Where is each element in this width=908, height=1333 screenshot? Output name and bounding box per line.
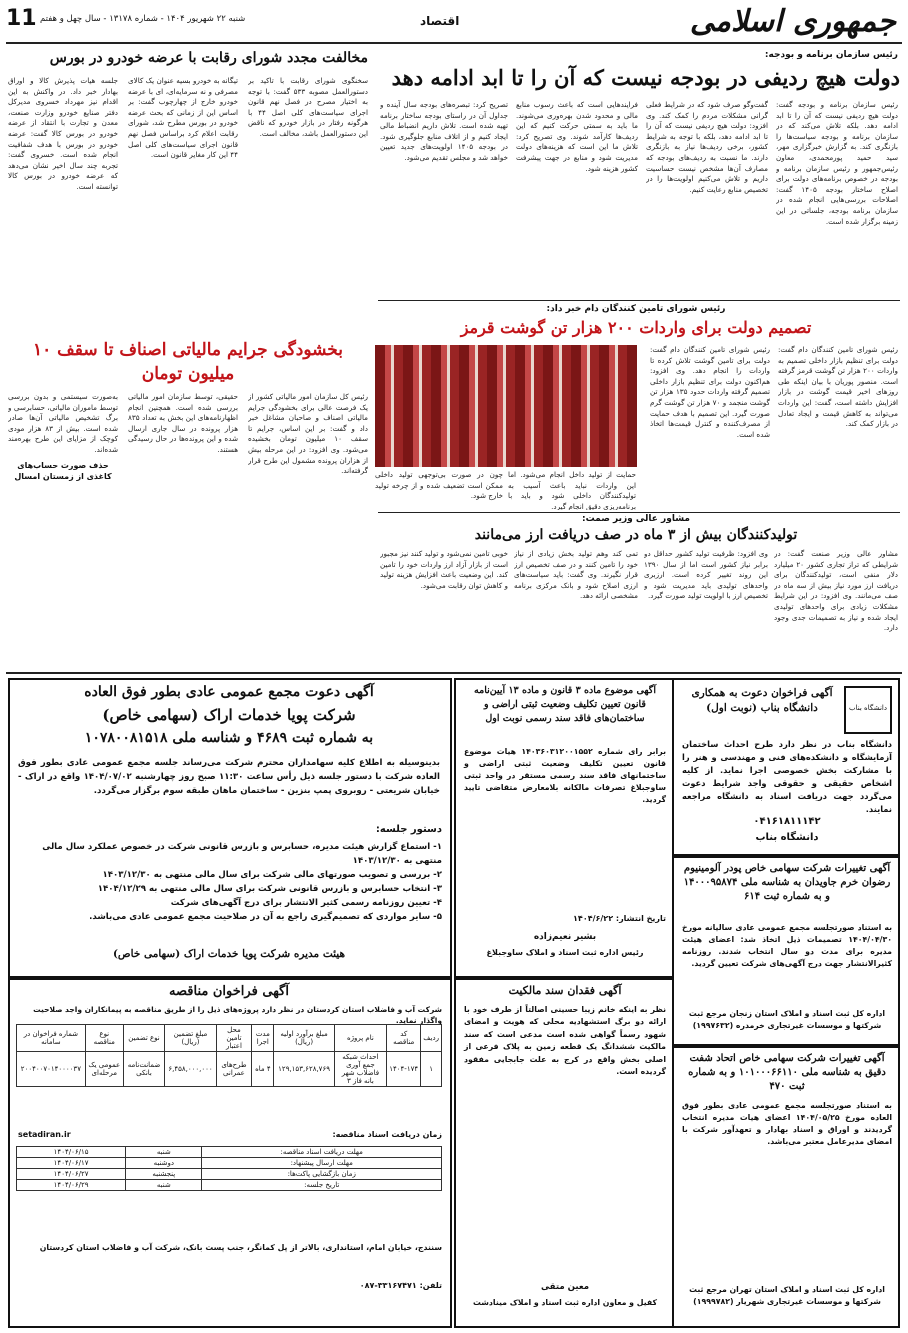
table-cell: شنبه bbox=[126, 1180, 202, 1191]
zanjan-ad-signature: اداره کل ثبت اسناد و املاک استان زنجان مرجع ثبت شرکتها و موسسات غیرتجاری خرمدره (۱۹۹۷۶۳۲) bbox=[688, 1009, 886, 1030]
tax-col-2: حقیقی، توسط سازمان امور مالیاتی بررسی شده است. همچنین انجام اظهارنامه‌های این بخش به تعداد ۸۳۵ هزار پرونده در سال جاری ارسال شده و این پرونده‌ها در حال رسیدگی هستند. bbox=[128, 392, 238, 454]
tender-portal: setadiran.ir bbox=[18, 1130, 71, 1139]
pooya-ad-intro: بدینوسیله به اطلاع کلیه سهامداران محترم شرکت می‌رساند جلسه مجمع عمومی عادی بطور فوق العاده شرکت با دستور جلسه ذیل رأس ساعت ۱۱:۳۰ صبح روز چهارشنبه ۱۴۰۴/۰۷/۰۲ واقع در اراک - خیابان شریعتی - روبروی پمپ بنزین - ساختمان ماهان طبقه سوم برگزار می‌گردد. bbox=[18, 758, 440, 796]
meat-col-4: چون در صورت بی‌توجهی تولید داخلی ممکن است تضعیف شده و از چرخه تولید خارج شود. bbox=[375, 470, 503, 501]
minister-col-4: خوبی تامین نمی‌شود و تولید کنند نیز مجبور است از بازار آزاد ارز واردات خود را تامین کند. این وضعیت باعث افزایش هزینه تولید و کاهش توان رقابت می‌شود. bbox=[380, 549, 508, 590]
table-cell: مهلت دریافت اسناد مناقصه: bbox=[202, 1147, 442, 1158]
tender-ad-title: آگهی فراخوان مناقصه bbox=[169, 984, 289, 999]
table-row bbox=[17, 1052, 442, 1087]
university-ad-phone: ۰۴۱۶۱۸۱۱۱۴۲ bbox=[753, 816, 821, 827]
section-name: اقتصاد bbox=[420, 14, 460, 28]
table-cell: ۱۲۹,۱۵۳,۶۲۸,۷۶۹ bbox=[274, 1052, 334, 1087]
table-header: مبلغ تضمین (ریال) bbox=[165, 1025, 216, 1052]
tender-table bbox=[16, 1024, 442, 1087]
tender-phone: تلفن: ۳۳۱۶۷۴۷۱-۰۸۷ bbox=[359, 1281, 442, 1290]
table-cell: مهلت ارسال پیشنهاد: bbox=[202, 1158, 442, 1169]
lost-deed-ad-signer: معین متقی bbox=[540, 1282, 590, 1292]
tax-subhead: حذف صورت حساب‌های کاغذی از زمستان امسال bbox=[14, 461, 112, 481]
tax-col-3: به‌صورت سیستمی و بدون بررسی توسط ماموران مالیاتی، حسابرسی و برگ تشخیص مالیاتی آن‌ها صادر شده است. بیش از ۸۳ هزار مودی کوچک از مزایای این طرح بهره‌مند شده‌اند. bbox=[8, 392, 118, 454]
pooya-ad-agenda-label: دستور جلسه: bbox=[375, 824, 442, 835]
divider bbox=[378, 300, 900, 301]
table-header: نوع مناقصه bbox=[85, 1025, 123, 1052]
agenda-item: ۲- بررسی و تصویب صورتهای مالی شرکت برای سال مالی منتهی به ۱۴۰۳/۱۲/۳۰ bbox=[102, 870, 442, 880]
table-header: نام پروژه bbox=[334, 1025, 386, 1052]
budget-col-4: تصریح کرد: تبصره‌های بودجه سال آینده و جداول آن در راستای بودجه ساختار برنامه تهیه شده است. تلاش داریم انضباط مالی ایجاد کنیم و از اتلاف منابع جلوگیری شود. در بودجه ۱۴۰۵ اولویت‌های جدید تعیین خواهد شد و مجلس تقدیم می‌شود. bbox=[380, 100, 508, 162]
sharifabad-ad-title: آگهی تغییرات شرکت سهامی خاص اتحاد شفت دقیق به شناسه ملی ۱۰۱۰۰۰۶۶۱۱۰ و به شماره ثبت ۴۷۰ bbox=[688, 1053, 886, 1092]
competition-col-3: سخنگوی شورای رقابت با تاکید بر دستورالعمل مصوبه ۵۳۳ گفت: با توجه به اختیار مصرح در فصل نهم قانون اجرای سیاست‌های کلی اصل ۴۴ با هرگونه رفتار در بازار خودرو که ناقض این دستورالعمل باشد، مخالف است. bbox=[248, 76, 368, 138]
minister-col-2: وی افزود: ظرفیت تولید کشور حداقل دو برابر نیاز کشور است اما از سال ۱۳۹۰ این روند تغییر کرده است. ارزبری واحدهای تولیدی باید مدیریت شود و تخصیص ارز با اولویت تولید صورت گیرد. bbox=[644, 549, 768, 601]
table-cell: شنبه bbox=[126, 1147, 202, 1158]
minister-col-3: تمی کند وهم تولید بخش زیادی از نیاز خود را تامین کنند و در صف تخصیص ارز قرار نگیرند. وی گفت: باید سیاست‌های ارزی اصلاح شود و بانک مرکزی برنامه مشخصی ارائه دهد. bbox=[514, 549, 638, 601]
tax-col-1: رئیس کل سازمان امور مالیاتی کشور از یک فرصت عالی برای بخشودگی جرایم مالیاتی اصناف و صاحبان مشاغل خبر داد و گفت: بر این اساس، جرایم تا سقف ۱۰ میلیون تومان بخشیده می‌شود. وی افزود: در این مرحله بیش از هزاران پرونده مشمول این طرح قرار گرفته‌اند. bbox=[248, 392, 368, 476]
minister-col-1: مشاور عالی وزیر صنعت گفت: در شرایطی که تراز تجاری کشور ۲۰ میلیارد دلار منفی است، تولیدکنندگان برای دریافت ارز مورد نیاز بیش از سه ماه در صف می‌مانند. وی افزود: در این شرایط مشکلات زیادی برای واحدهای تولیدی ایجاد شده و نیاز به تصمیمات جدی وجود دارد. bbox=[774, 549, 898, 633]
newspaper-logo: جمهوری اسلامی bbox=[689, 4, 896, 39]
pooya-ad-signature: هیئت مدیره شرکت پویا خدمات اراک (سهامی خاص) bbox=[112, 948, 346, 960]
minister-title: تولیدکنندگان بیش از ۳ ماه در صف دریافت ارز می‌مانند bbox=[474, 527, 798, 543]
title-doc-ad-signer: بشیر نعیم‌زاده bbox=[533, 932, 597, 942]
table-header: مبلغ برآورد اولیه (ریال) bbox=[274, 1025, 334, 1052]
table-cell: ۴ ماه bbox=[252, 1052, 274, 1087]
table-cell: دوشنبه bbox=[126, 1158, 202, 1169]
tender-header-row bbox=[17, 1025, 442, 1052]
agenda-item: ۳- انتخاب حسابرس و بازرس قانونی شرکت برای سال مالی منتهی به ۱۴۰۴/۱۲/۲۹ bbox=[97, 884, 442, 894]
pooya-ad-reg: به شماره ثبت ۴۶۸۹ و شناسه ملی ۱۰۷۸۰۰۸۱۵۱۸ bbox=[84, 730, 374, 746]
title-doc-ad-signer-title: رئیس اداره ثبت اسناد و املاک ساوجبلاغ bbox=[486, 948, 644, 957]
meat-col-1: رئیس شورای تامین کنندگان دام گفت: دولت برای تنظیم بازار داخلی تصمیم به واردات ۲۰۰ هزار تن گوشت قرمز گرفته است. منصور پوریان با بیان اینکه طی روزهای اخیر قیمت گوشت در بازار افزایش داشته است، گفت: این واردات می‌تواند به کاهش قیمت و ایجاد تعادل در بازار کمک کند. bbox=[778, 345, 898, 429]
page-number: 11 bbox=[6, 6, 37, 31]
tax-title: بخشودگی جرایم مالیاتی اصناف تا سقف ۱۰ میلیون تومان bbox=[32, 340, 344, 384]
agenda-item: ۱- استماع گزارش هیئت مدیره، حسابرس و بازرس قانونی شرکت در خصوص عملکرد سال مالی منتهی به ۱۴۰۳/۱۲/۳۰ bbox=[42, 842, 442, 866]
minister-kicker: مشاور عالی وزیر صمت: bbox=[582, 514, 690, 524]
table-cell: زمان بازگشایی پاکت‌ها: bbox=[202, 1169, 442, 1180]
budget-kicker: رئیس سازمان برنامه و بودجه: bbox=[764, 50, 898, 60]
pooya-agenda-list bbox=[20, 840, 442, 924]
meat-col-2: رئیس شورای تامین کنندگان دام گفت: دولت برای تامین گوشت تلاش کرده تا واردات را انجام دهد. وی افزود: هم‌اکنون دولت برای تنظیم بازار داخلی تصمیم گرفته واردات حدود ۱۳۵ هزار تن گوشت منجمد و ۷۰ هزار تن گوشت گرم صورت گیرد. این تصمیم با هدف حمایت از مصرف‌کننده و کنترل قیمت‌ها اتخاذ شده است. bbox=[650, 345, 770, 439]
meat-col-3: حمایت از تولید داخل انجام می‌شود. اما این واردات نباید باعث آسیب به تولیدکنندگان داخلی شود و باید با برنامه‌ریزی دقیق انجام گیرد. bbox=[508, 470, 636, 510]
meat-kicker: رئیس شورای تامین کنندگان دام خبر داد: bbox=[546, 304, 726, 314]
table-row bbox=[17, 1180, 442, 1191]
university-ad-signature: دانشگاه بناب bbox=[755, 832, 819, 843]
table-cell: احداث شبکه جمع آوری فاضلاب شهر بانه فاز ۳ bbox=[334, 1052, 386, 1087]
pooya-ad-title: آگهی دعوت مجمع عمومی عادی بطور فوق العاده bbox=[84, 684, 374, 700]
table-cell: ۱۴۰۴/۰۶/۱۵ bbox=[17, 1147, 126, 1158]
table-cell: ضمانت‌نامه بانکی bbox=[123, 1052, 165, 1087]
university-ad-body: دانشگاه بناب در نظر دارد طرح احداث ساختمان آزمایشگاه و دانشکده‌های فنی و مهندسی و هنر را با مشارکت بخش خصوصی اجرا نماید. از کلیه اشخاص حقیقی و حقوقی واجد شرایط دعوت می‌گردد جهت دریافت اسناد به دانشگاه مراجعه نمایند. bbox=[682, 739, 892, 814]
lost-deed-ad-signer-title: کفیل و معاون اداره ثبت اسناد و املاک مینادشت bbox=[472, 1298, 658, 1307]
ad-sharifabad bbox=[672, 1046, 900, 1328]
table-row bbox=[17, 1158, 442, 1169]
ad-lost-deed bbox=[454, 978, 674, 1328]
university-ad-title: آگهی فراخوان دعوت به همکاری دانشگاه بناب (نوبت اول) bbox=[691, 687, 833, 714]
budget-col-1: رئیس سازمان برنامه و بودجه گفت: دولت هیچ ردیفی نیست که آن را تا ابد ادامه دهد. بلکه تلاش می‌کند که در سازمان برنامه و بودجه سیاست‌ها را بازنگری کند. به گزارش خبرگزاری مهر، سید حمید پورمحمدی، معاون رئیس‌جمهور و رئیس سازمان برنامه و بودجه در خصوص برنامه‌های دولت برای اصلاح ساختار بودجه ۱۴۰۵ گفت: اصلاحات بررسی‌هایی انجام شده در سازمان برنامه بودجه، جلساتی در این زمینه برگزار شده است. bbox=[776, 100, 898, 226]
table-cell: پنجشنبه bbox=[126, 1169, 202, 1180]
sharifabad-ad-body: به استناد صورتجلسه مجمع عمومی عادی بطور فوق العاده مورخ ۱۴۰۴/۰۵/۲۵ اعضای هیات مدیره انتخاب گردیدند و اوراق و اسناد بهادار و تعهدآور شرکت با امضای مدیرعامل معتبر می‌باشد. bbox=[682, 1101, 892, 1146]
competition-col-1: جلسه هیات پذیرش کالا و اوراق بهادار خبر داد. در واکنش به این اقدام نیز مهرداد خسروی مدیرکل دفتر صنایع خودرو وزارت صنعت، معدن و تجارت با انتقاد از عرضه خودرو در بورس کالا گفت: عرضه خودرو در بورس با هدف شفافیت انجام شده است. خسروی گفت: تجربه چند سال اخیر نشان می‌دهد که عرضه خودرو در بورس کالا توانسته است. bbox=[8, 76, 118, 191]
table-cell: ۱۴۰۴/۰۶/۲۷ bbox=[17, 1169, 126, 1180]
meat-title: تصمیم دولت برای واردات ۲۰۰ هزار تن گوشت قرمز bbox=[460, 318, 812, 337]
table-header: ردیف bbox=[421, 1025, 442, 1052]
table-row bbox=[17, 1169, 442, 1180]
table-cell: عمومی یک مرحله‌ای bbox=[85, 1052, 123, 1087]
table-cell: ۱۴۰۴/۰۶/۱۷ bbox=[17, 1158, 126, 1169]
zanjan-ad-title: آگهی تغییرات شرکت سهامی خاص پودر آلومینیوم رضوان خرم جاویدان به شناسه ملی ۱۴۰۰۰۹۵۸۷۴ و به شماره ثبت ۶۱۴ bbox=[683, 863, 891, 902]
ad-tender bbox=[8, 978, 452, 1328]
table-cell: تاریخ جلسه: bbox=[202, 1180, 442, 1191]
pooya-ad-company: شرکت پویا خدمات اراک (سهامی خاص) bbox=[102, 706, 356, 724]
tender-ad-intro: شرکت آب و فاضلاب استان کردستان در نظر دارد پروژه‌های ذیل را از طریق مناقصه به پیمانکاران واجد صلاحیت واگذار نماید. bbox=[33, 1005, 442, 1025]
masthead bbox=[0, 0, 908, 42]
lost-deed-ad-body: نظر به اینکه خانم زیبا حسینی اصالتاً از طرف خود با ارائه دو برگ استشهادیه محلی که هویت و امضای شهود رسماً گواهی شده است مدعی است که سند مالکیت ششدانگ یک قطعه زمین به پلاک فرعی از اصلی بخش واقع در کرج به علت جابجایی مفقود گردیده است. bbox=[464, 1005, 666, 1077]
table-header: کد مناقصه bbox=[387, 1025, 421, 1052]
issue-info: شنبه ۲۲ شهریور ۱۴۰۴ - شماره ۱۳۱۷۸ - سال چهل و هفتم bbox=[40, 14, 246, 24]
title-doc-ad-title: آگهی موضوع ماده ۳ قانون و ماده ۱۳ آیین‌نامه قانون تعیین تکلیف وضعیت ثبتی اراضی و ساختمان‌های فاقد سند رسمی نوبت اول bbox=[474, 685, 656, 724]
table-cell: ۱۴۰۴/۰۶/۲۹ bbox=[17, 1180, 126, 1191]
agenda-item: ۴- تعیین روزنامه رسمی کثیر الانتشار برای درج آگهی‌های شرکت bbox=[170, 898, 442, 908]
competition-title: مخالفت مجدد شورای رقابت با عرضه خودرو در بورس bbox=[49, 50, 368, 66]
table-cell: ۱ bbox=[421, 1052, 442, 1087]
divider bbox=[378, 512, 900, 513]
budget-col-2: گفت‌وگو صرف شود که در شرایط فعلی گرانی مشکلات مردم را کمک کند. وی افزود: دولت هیچ ردیفی نیست که آن را تا ابد ادامه دهد، بلکه با توجه به شرایط کشور، برخی ردیف‌ها نیاز به بازنگری دارند. ما نسبت به ردیف‌های بودجه که مصارف آن‌ها مشخص نیست حساسیت داریم و تلاش می‌کنیم اولویت‌ها را در تخصیص منابع رعایت کنیم. bbox=[646, 100, 768, 194]
sharifabad-ad-signature: اداره کل ثبت اسناد و املاک استان تهران مرجع ثبت شرکتها و موسسات غیرتجاری شهریار (۱۹۹۹۷۸۲) bbox=[689, 1285, 885, 1306]
ads-rule bbox=[6, 672, 902, 674]
tender-schedule-table bbox=[16, 1146, 442, 1191]
table-header: نوع تضمین bbox=[123, 1025, 165, 1052]
table-cell: طرح‌های عمرانی bbox=[216, 1052, 252, 1087]
zanjan-ad-body: به استناد صورتجلسه مجمع عمومی عادی سالیانه مورخ ۱۴۰۴/۰۴/۳۰ تصمیمات ذیل اتخاذ شد: اعضای هیئت مدیره برای مدت دو سال انتخاب شدند. روزنامه کثیرالانتشار جهت درج آگهی‌های شرکت تعیین گردید. bbox=[682, 923, 892, 968]
title-doc-ad-body: برابر رای شماره ۱۴۰۳۶۰۳۱۲۰۰۱۵۵۲ هیات موضوع قانون تعیین تکلیف وضعیت ثبتی اراضی و ساختمانهای فاقد سند رسمی مستقر در واحد ثبتی ساوجبلاغ تصرفات مالکانه بلامعارض متقاضی تایید گردید. bbox=[464, 747, 667, 804]
university-logo: دانشگاه بناب bbox=[844, 686, 892, 734]
table-row bbox=[17, 1147, 442, 1158]
budget-title: دولت هیچ ردیفی در بودجه نیست که آن را تا ابد ادامه دهد bbox=[391, 65, 900, 90]
table-header: محل تامین اعتبار bbox=[216, 1025, 252, 1052]
agenda-item: ۵- سایر مواردی که تصمیم‌گیری راجع به آن در صلاحیت مجمع عمومی عادی می‌باشد. bbox=[89, 912, 442, 922]
competition-col-2: تیگانه به خودرو بسیه عنوان یک کالای مصرفی و نه سرمایه‌ای، ای با عرضه خودرو خارج از چهارچوب گفت: بر اساس این از زمانی که بحث عرضه خودرو در بورس مطرح شد، شورای رقابت اعلام کرد براساس فصل نهم قانون اجرای سیاست‌های کلی اصل ۴۴ این کار مغایر قانون است. bbox=[128, 76, 238, 160]
lost-deed-ad-title: آگهی فقدان سند مالکیت bbox=[508, 984, 622, 997]
ad-title-doc bbox=[454, 678, 674, 978]
tender-schedule-label: زمان دریافت اسناد مناقصه: bbox=[332, 1130, 442, 1139]
ad-zanjan bbox=[672, 856, 900, 1046]
table-cell: ۲۰۰۴۰۰۷۰۱۴۰۰۰۰۳۷ bbox=[17, 1052, 86, 1087]
table-header: شماره فراخوان در سامانه bbox=[17, 1025, 86, 1052]
ad-pooya bbox=[8, 678, 452, 978]
tender-address: سنندج، خیابان امام، استانداری، بالاتر از پل کمانگر، جنب پست بانک، شرکت آب و فاضلاب استان کردستان bbox=[39, 1243, 442, 1252]
table-cell: ۱۴۰۴-۱۷۴ bbox=[387, 1052, 421, 1087]
ad-university bbox=[672, 678, 900, 856]
table-cell: ۶,۴۵۸,۰۰۰,۰۰۰ bbox=[165, 1052, 216, 1087]
meat-carcass-photo bbox=[375, 345, 637, 467]
masthead-rule bbox=[6, 42, 902, 44]
title-doc-ad-date: تاریخ انتشار: ۱۴۰۴/۶/۲۲ bbox=[573, 914, 666, 923]
budget-col-3: فرایندهایی است که باعث رسوب منابع مالی و محدود شدن بهره‌وری می‌شوند. ما باید به سمتی حرکت کنیم که این ردیف‌ها کارآمد شوند. وی تصریح کرد: تلاش ما این است که هزینه‌های دولت مدیریت شود و منابع در جهت پیشرفت کشور هزینه شود. bbox=[516, 100, 638, 173]
table-header: مدت اجرا bbox=[252, 1025, 274, 1052]
